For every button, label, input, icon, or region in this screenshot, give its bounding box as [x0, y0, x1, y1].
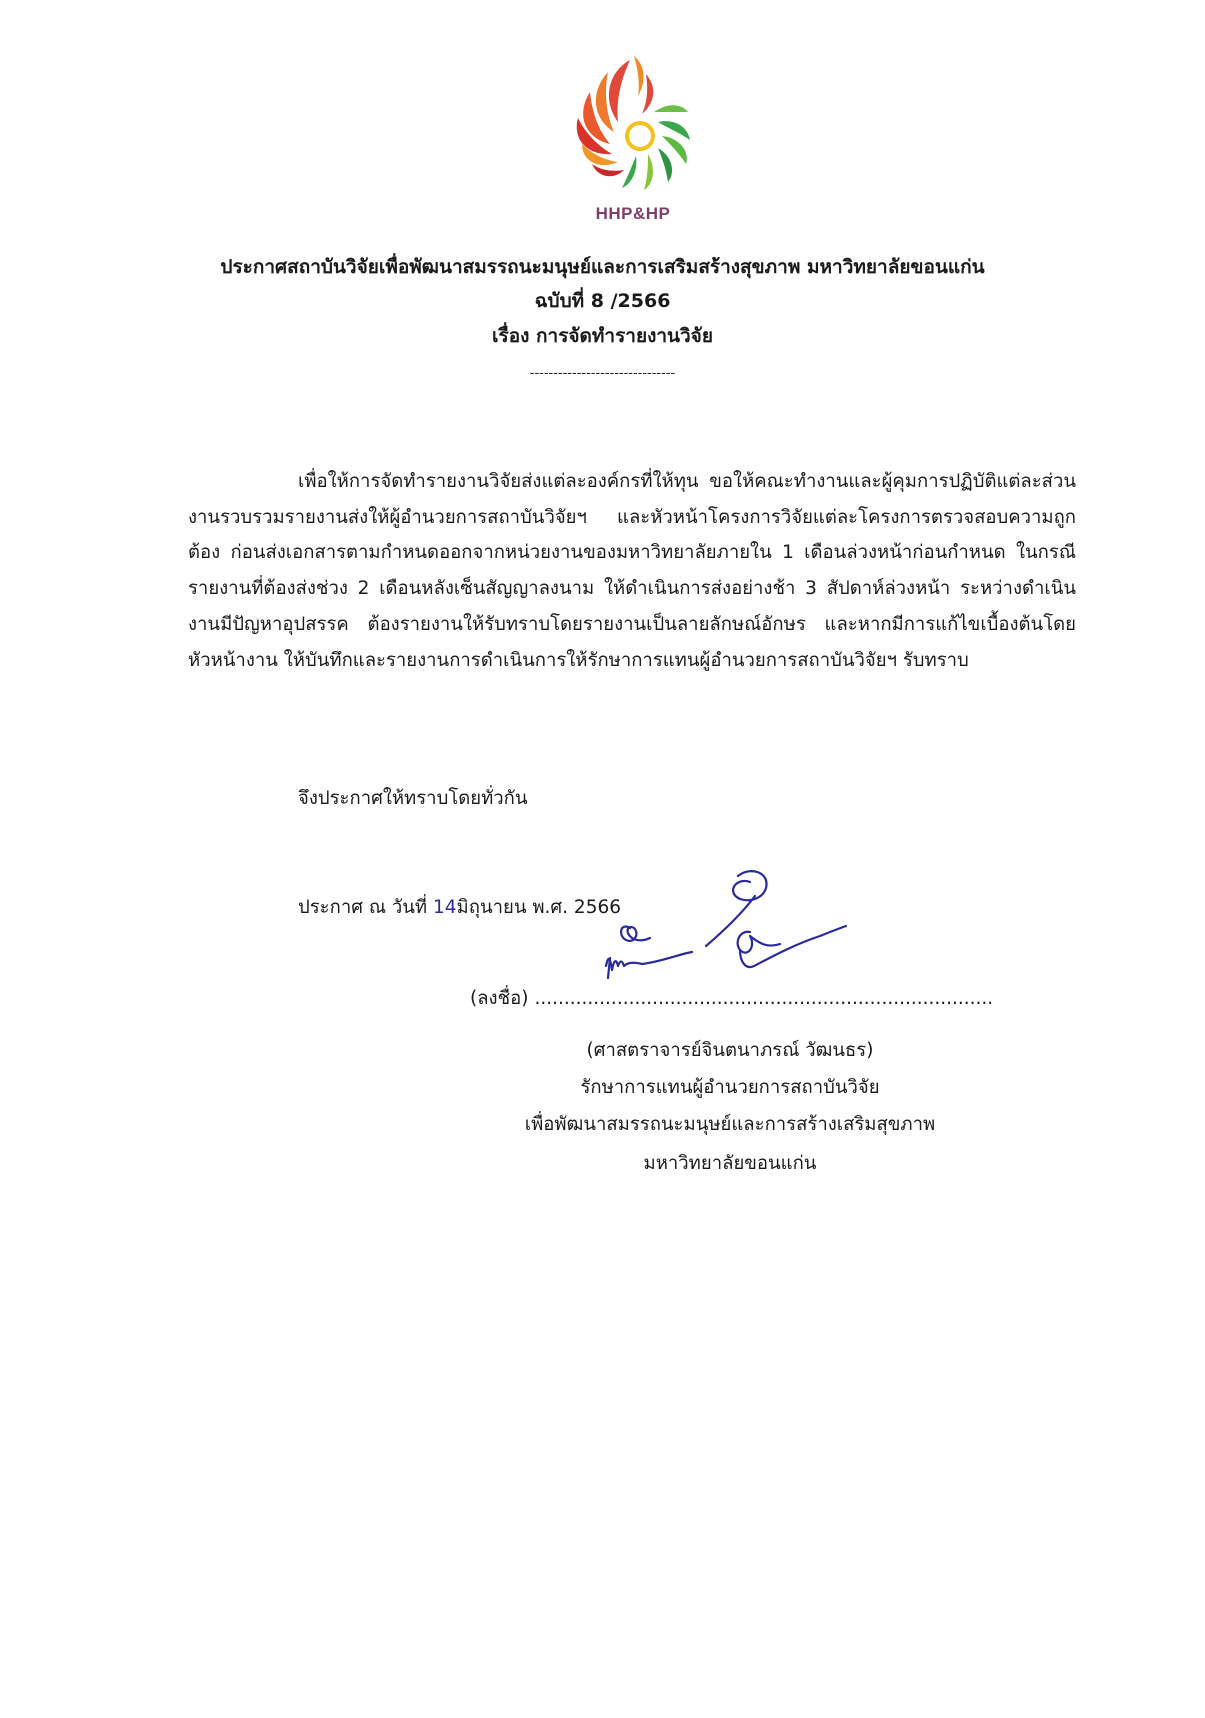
date-prefix: ประกาศ ณ วันที่ [298, 897, 428, 918]
signatory-institute: เพื่อพัฒนาสมรรถนะมนุษย์และการสร้างเสริมสุขภาพ [524, 1114, 936, 1135]
header-divider: ------------------------------- [529, 366, 676, 381]
date-rest: มิถุนายน พ.ศ. 2566 [456, 897, 622, 918]
signatory-position: รักษาการแทนผู้อำนวยการสถาบันวิจัย [580, 1077, 880, 1098]
subject-line: เรื่อง การจัดทำรายงานวิจัย [492, 325, 713, 347]
signatory-name: (ศาสตราจารย์จินตนาภรณ์ วัฒนธร) [586, 1040, 874, 1061]
announcement-title: ประกาศสถาบันวิจัยเพื่อพัฒนาสมรรถนะมนุษย์และการเสริมสร้างสุขภาพ มหาวิทยาลัยขอนแก่น [220, 256, 985, 278]
signature-line [470, 984, 993, 1013]
sign-label: (ลงชื่อ) [470, 988, 529, 1009]
logo-text: HHP&HP [595, 204, 671, 223]
signatory-university: มหาวิทยาลัยขอนแก่น [643, 1153, 817, 1174]
announcement-date [298, 893, 621, 922]
sign-dots: .............................................................................. [534, 988, 994, 1009]
body-paragraph: เพื่อให้การจัดทำรายงานวิจัยส่งแต่ละองค์กรที่ให้ทุน ขอให้คณะทำงานและผู้คุมการปฏิบัติแต่ละส่วนงานรวบรวมรายงานส่งให้ผู้อำนวยการสถาบันวิจัยฯ และหัวหน้าโครงการวิจัยแต่ละโครงการตรวจสอบความถูกต้อง ก่อนส่งเอกสารตามกำหนดออกจากหน่วยงานของมหาวิทยาลัยภายใน 1 เดือนล่วงหน้าก่อนกำหนด ในกรณีรายงานที่ต้องส่งช่วง 2 เดือนหลังเซ็นสัญญาลงนาม ให้ดำเนินการส่งอย่างช้า 3 สัปดาห์ล่วงหน้า ระหว่างดำเนินงานมีปัญหาอุปสรรค ต้องรายงานให้รับทราบโดยรายงานเป็นลายลักษณ์อักษร และหากมีการแก้ไขเบื้องต้นโดยหัวหน้างาน ให้บันทึกและรายงานการดำเนินการให้รักษาการแทนผู้อำนวยการสถาบันวิจัยฯ รับทราบ [188, 471, 1076, 671]
handwritten-signature [590, 866, 860, 991]
announcement-closing: จึงประกาศให้ทราบโดยทั่วกัน [298, 788, 528, 809]
date-day: 14 [433, 897, 457, 918]
issue-number: ฉบับที่ 8 /2566 [534, 290, 671, 312]
